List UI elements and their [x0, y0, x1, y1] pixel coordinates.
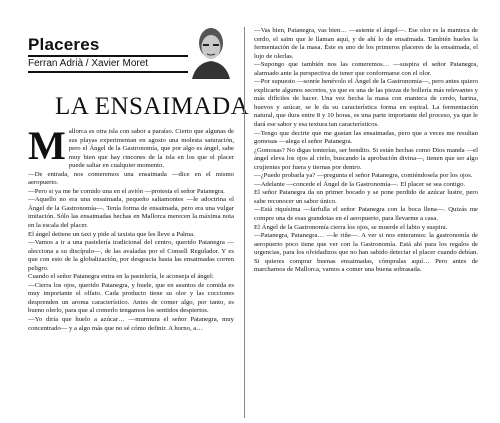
- paragraph: —Vas bien, Patanegra, vas bien… —asiente el ángel—. Ese olor es la manteca de cerdo, el saïm que le llaman aquí, y de ahí lo de ensaïmada. También hueles la fermentación de la masa. Éste es uno de los primeros placeres de la ensaimada, el lujo de olerlas.: [254, 27, 478, 60]
- paragraph: —De entrada, nos comeremos una ensaimada —dice en el mismo aeropuerto.: [28, 170, 234, 187]
- article-column-right: [254, 27, 478, 418]
- paragraph: El Ángel de la Gastronomía cierra los ojos, se muerde el labio y suspira.: [254, 223, 448, 231]
- paragraph: —Está riquísima —farfulla el señor Patanegra con la boca llena—. Quizás me compre una de esas grandotas en el aeropuerto, para llevarme a casa.: [254, 206, 478, 223]
- drop-cap: M: [28, 128, 66, 168]
- paragraph: —Pero si ya me he comido una en el avión —protesta el señor Patanegra.: [28, 187, 225, 195]
- paragraph: ¿Gomosas? No digas tonterías, ser bendito. Si están hechas como Dios manda —el ángel eleva los ojos al cielo, buscando la aprobación divina—, tienen que ser algo crujientes por fuera y tiernas por dentro.: [254, 146, 478, 171]
- article-title: LA ENSAIMADA: [55, 93, 250, 120]
- paragraph: —¿Puedo probarla ya? —pregunta el señor Patanegra, comiéndosela por los ojos.: [254, 172, 473, 180]
- paragraph: Mallorca es otra isla con sabor a paraíso. Cierto que algunas de sus playas experimentan en agosto una molesta saturación, pero el Ángel de la Gastronomía, que por algo es ángel, sabe muy bien que hay rincones de la isla en los que el placer puede saltar en cualquier momento.: [28, 128, 234, 170]
- paragraph: —Supongo que también nos las comeremos… —suspira el señor Patanegra, alarmado ante la perspectiva de tener que conformarse con el olor.: [254, 61, 478, 77]
- paragraph: —Aquello no era una ensaimada, pequeño saltamontes —le adoctrina el Ángel de la Gastronomía—. Tenía forma de ensaimada, pero era una vulgar imitación. Sólo las ensaimadas hechas en Mallorca merecen la máxima nota en la escala del placer.: [28, 196, 234, 230]
- paragraph: —Adelante —concede el Ángel de la Gastronomía—. El placer se sea contigo.: [254, 180, 466, 188]
- paragraph: El ángel detiene un taxi y pide al taxista que les lleve a Palma.: [28, 230, 195, 238]
- paragraph: Cuando el señor Patanegra entra en la pastelería, le aconseja el ángel:: [28, 273, 214, 281]
- paragraph: —Cierra los ojos, querido Patanegra, y huele, que en asuntos de comida es muy importante el olfato. Cada producto tiene su olor y las cocciones desprenden un aroma característico. Antes de comer algo, por tanto, es bueno olerlo, para que al comerlo tengamos los sentidos despiertos.: [28, 281, 234, 315]
- paragraph: —Por supuesto —sonríe benévolo el Ángel de la Gastronomía—, pero antes quiero explicarte algunos secretos, ya que es una de las piezas de bollería más relevantes y más difíciles de hacer. Una vez hecha la masa con manteca de cerdo, harina, huevos y azúcar, se le da su característica forma en espiral. La fermentación natural, que dura entre 8 y 10 horas, es una parte importante del proceso, ya que le dará ese sabor y esa textura tan característicos.: [254, 78, 478, 129]
- byline: Ferran Adrià / Xavier Moret: [28, 58, 149, 69]
- author-portrait: [188, 23, 234, 79]
- paragraph: —Vamos a ir a una pastelería tradicional del centro, querido Patanegra —alecciona a su discípulo—, de las avaladas por el Consell Regulador. Y es que con esto de la globalización, por desgracia hasta las ensaimadas corren peligro.: [28, 239, 234, 272]
- column-divider: [244, 27, 245, 418]
- paragraph: El señor Patanegra da un primer bocado y se pone perdido de azúcar lustre, pero sabe reconocer un sabor único.: [254, 189, 478, 205]
- article-column-left: [28, 128, 234, 418]
- paragraph: —Tengo que decirte que me gustan las ensaimadas, pero que a veces me resultan gomosas —alega el señor Patanegra.: [254, 129, 478, 146]
- paragraph: —Yo diría que huelo a azúcar… —murmura el señor Patanegra, muy concentrado— y a algo más que no sé cómo definir. A horno, a…: [28, 316, 234, 332]
- section-title: Placeres: [28, 35, 100, 54]
- paragraph: —Patanegra, Patanegra… —le riñe—. A ver si nos enteramos: la gastronomía de aeropuerto poco tiene que ver con la Gastronomía. Está ahí para los regalos de urgencias, para los olvidadizos que no han sabido detectar el placer cuando debían. Si quieres comprar buenas ensaimadas, cómpralas aquí… Pero antes de marcharnos de Mallorca, vamos a comer una buena sobrasada.: [254, 232, 478, 274]
